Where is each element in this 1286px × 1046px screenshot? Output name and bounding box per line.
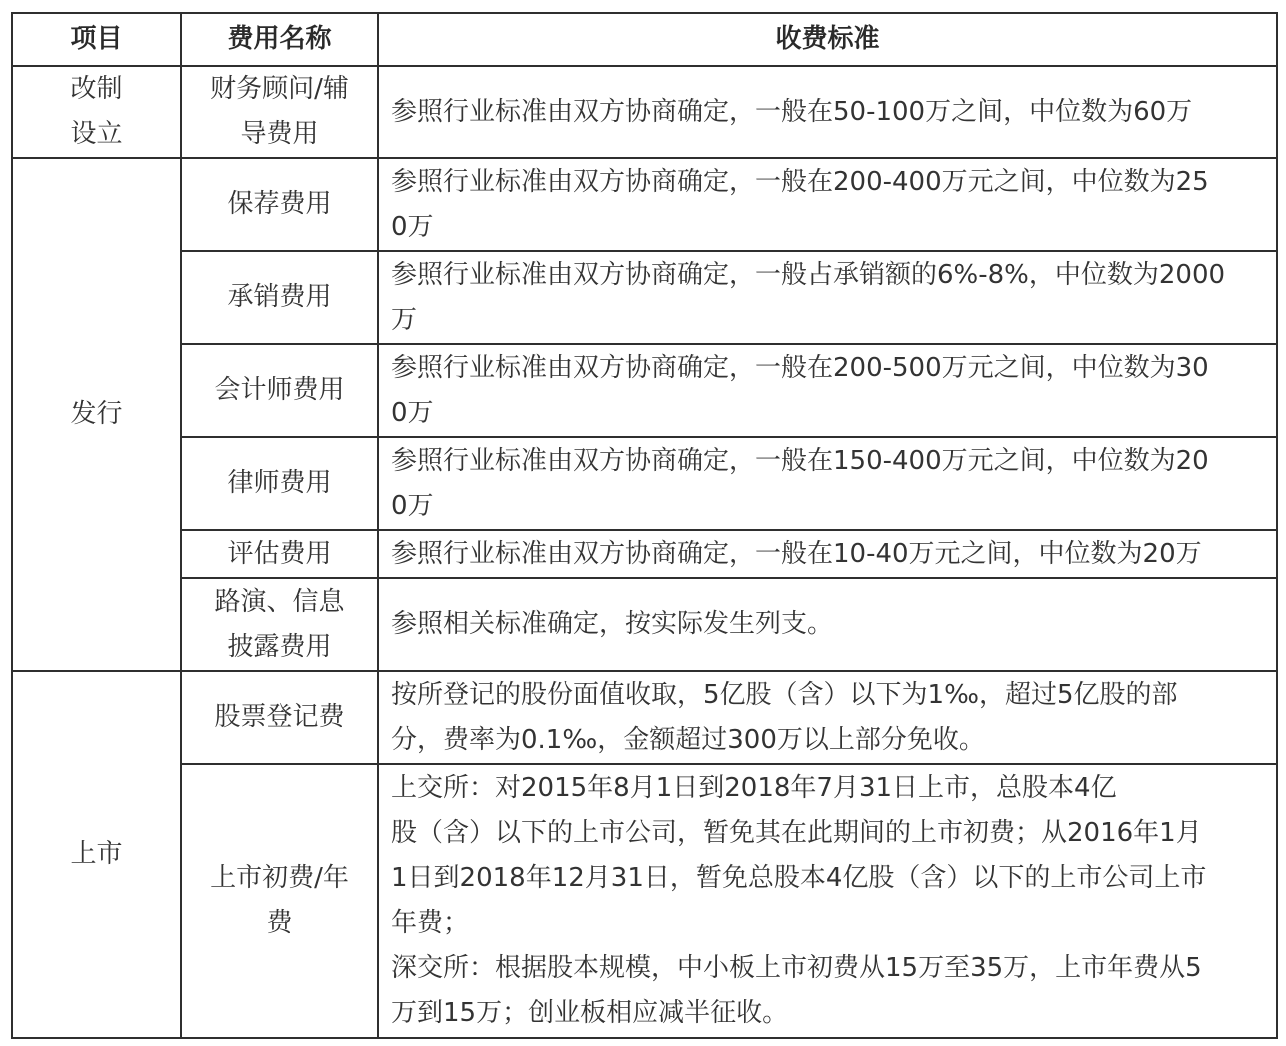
fee-standard-text: 分，费率为0.1‰，金额超过300万以上部分免收。 xyxy=(391,724,985,755)
header-project: 项目 xyxy=(12,13,181,66)
header-row xyxy=(12,13,1277,66)
table-row xyxy=(12,158,1277,251)
fee-name: 财务顾问/辅 xyxy=(210,74,349,104)
fee-standard-text: 参照行业标准由双方协商确定，一般在150-400万元之间，中位数为20 xyxy=(391,445,1209,476)
fee-standard-text: 0万 xyxy=(391,211,434,242)
fee-name: 导费用 xyxy=(240,119,319,149)
fee-name: 股票登记费 xyxy=(214,702,345,732)
fee-standard-text: 年费； xyxy=(391,908,470,938)
fee-name: 会计师费用 xyxy=(214,375,345,405)
fee-standard-text: 股（含）以下的上市公司，暂免其在此期间的上市初费；从2016年1月 xyxy=(391,818,1202,848)
fee-standard-text: 参照相关标准确定，按实际发生列支。 xyxy=(391,609,834,639)
fee-name: 披露费用 xyxy=(227,631,332,662)
fee-name-cell xyxy=(181,764,378,1038)
fee-standard-text: 参照行业标准由双方协商确定，一般在10-40万元之间，中位数为20万 xyxy=(391,538,1202,569)
fee-standard-table xyxy=(11,12,1278,1039)
fee-standard-cell xyxy=(378,158,1277,251)
fee-standard-cell xyxy=(378,671,1277,764)
table-row xyxy=(12,344,1277,437)
fee-name-cell xyxy=(181,530,378,578)
category-issuance xyxy=(12,158,181,671)
fee-standard-cell xyxy=(378,437,1277,530)
table-row xyxy=(12,671,1277,764)
header-fee-standard: 收费标准 xyxy=(378,13,1277,66)
category-restructure-establish xyxy=(12,66,181,158)
fee-standard-text: 按所登记的股份面值收取，5亿股（含）以下为1‰，超过5亿股的部 xyxy=(391,679,1178,710)
fee-name-cell xyxy=(181,251,378,344)
fee-name: 评估费用 xyxy=(227,538,332,569)
fee-standard-text: 万 xyxy=(391,304,418,335)
table-row xyxy=(12,530,1277,578)
header-fee-name: 费用名称 xyxy=(181,13,378,66)
fee-name-cell xyxy=(181,66,378,158)
fee-standard-cell xyxy=(378,344,1277,437)
fee-name: 路演、信息 xyxy=(214,586,345,617)
table-row xyxy=(12,764,1277,1038)
table-row xyxy=(12,437,1277,530)
fee-standard-text: 万到15万；创业板相应减半征收。 xyxy=(391,998,789,1028)
category-label: 改制 xyxy=(70,74,123,104)
fee-standard-cell xyxy=(378,764,1277,1038)
fee-standard-cell xyxy=(378,251,1277,344)
fee-standard-text: 参照行业标准由双方协商确定，一般在200-500万元之间，中位数为30 xyxy=(391,352,1209,383)
fee-standard-text: 参照行业标准由双方协商确定，一般在200-400万元之间，中位数为25 xyxy=(391,166,1209,197)
category-label: 发行 xyxy=(70,399,123,429)
fee-name: 上市初费/年 xyxy=(210,863,349,893)
fee-name: 费 xyxy=(266,908,293,938)
fee-standard-text: 上交所：对2015年8月1日到2018年7月31日上市，总股本4亿 xyxy=(391,773,1117,803)
category-listing xyxy=(12,671,181,1038)
fee-name: 律师费用 xyxy=(227,468,332,498)
fee-standard-text: 参照行业标准由双方协商确定，一般在50-100万之间，中位数为60万 xyxy=(391,96,1193,127)
fee-standard-text: 0万 xyxy=(391,397,434,428)
category-label: 上市 xyxy=(70,839,123,869)
fee-name-cell xyxy=(181,671,378,764)
table-row xyxy=(12,251,1277,344)
fee-standard-text: 1日到2018年12月31日，暂免总股本4亿股（含）以下的上市公司上市 xyxy=(391,863,1207,893)
fee-standard-cell xyxy=(378,578,1277,671)
fee-standard-cell xyxy=(378,66,1277,158)
fee-standard-text: 0万 xyxy=(391,490,434,521)
fee-name-cell xyxy=(181,437,378,530)
table-row xyxy=(12,66,1277,158)
fee-name-cell xyxy=(181,344,378,437)
fee-name: 保荐费用 xyxy=(227,189,332,219)
fee-standard-text: 深交所：根据股本规模，中小板上市初费从15万至35万，上市年费从5 xyxy=(391,953,1202,983)
table-row xyxy=(12,578,1277,671)
category-label: 设立 xyxy=(70,119,123,149)
fee-name-cell xyxy=(181,578,378,671)
fee-standard-text: 参照行业标准由双方协商确定，一般占承销额的6%-8%，中位数为2000 xyxy=(391,259,1226,290)
fee-name-cell xyxy=(181,158,378,251)
fee-standard-cell xyxy=(378,530,1277,578)
fee-name: 承销费用 xyxy=(227,282,332,312)
